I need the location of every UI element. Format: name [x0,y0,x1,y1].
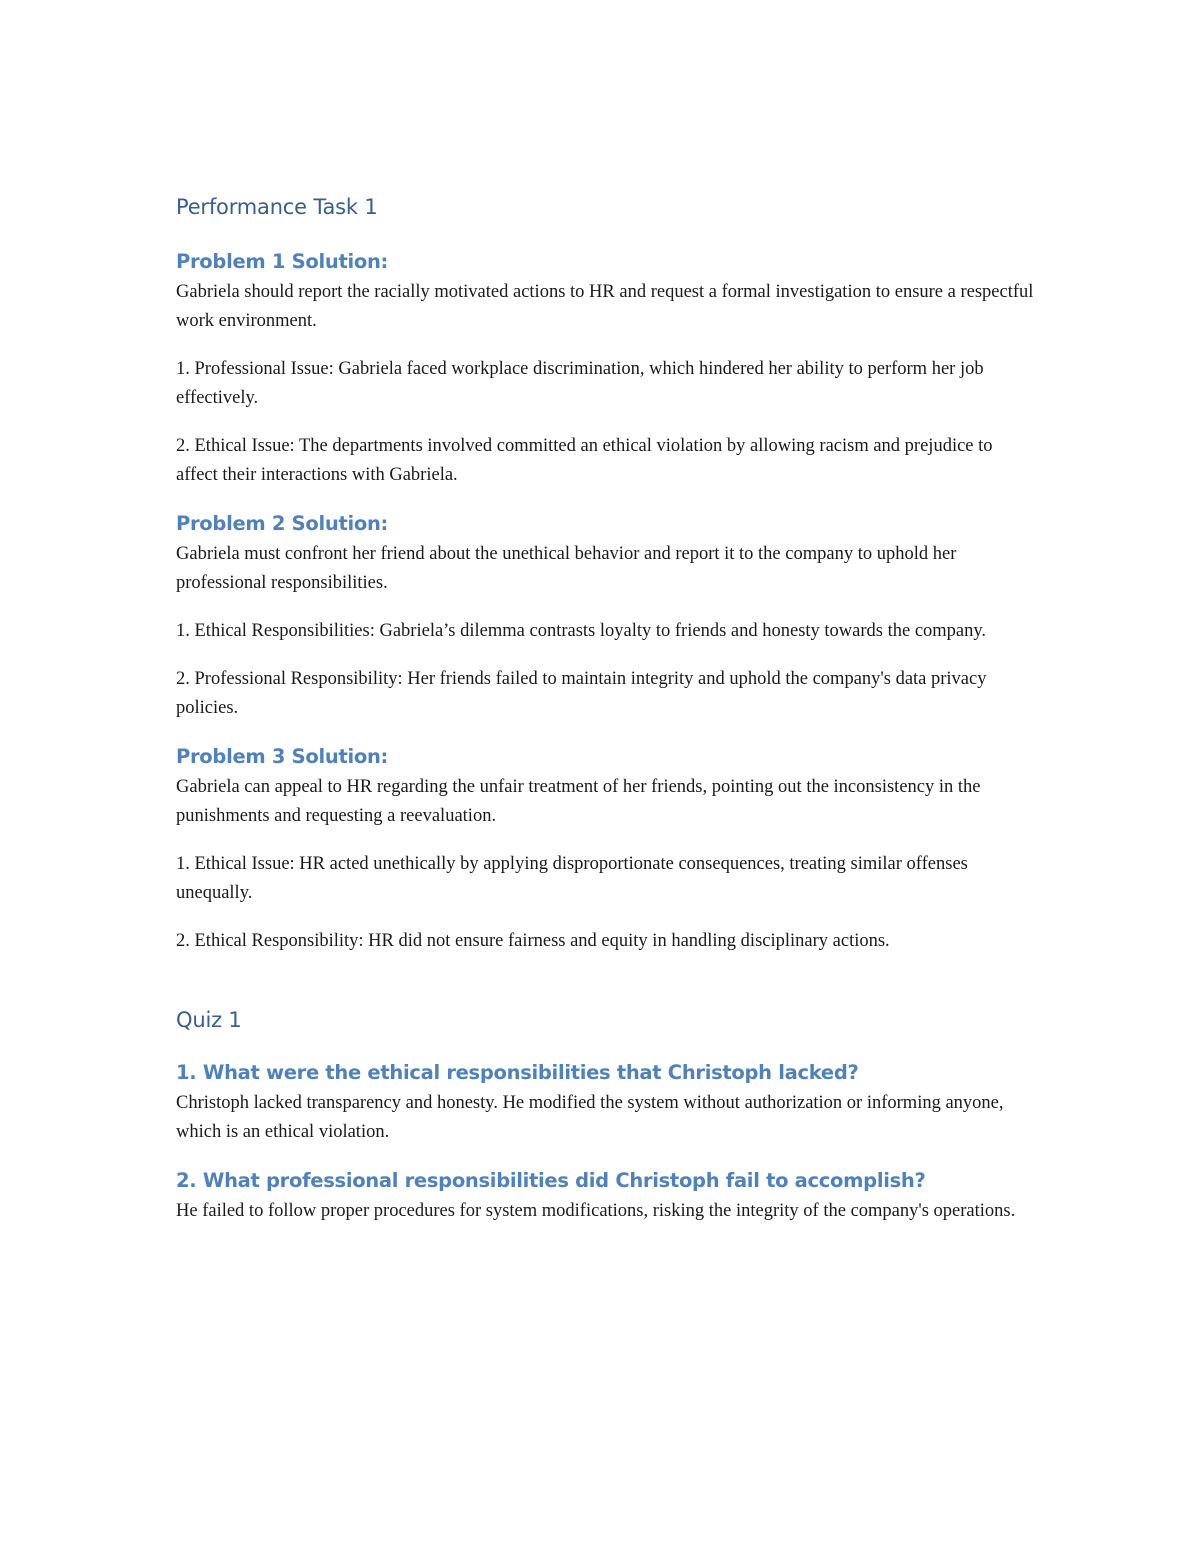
problem-3-item-2: 2. Ethical Responsibility: HR did not ensure fairness and equity in handling disciplinary actions. [176,931,890,951]
problem-2-intro: Gabriela must confront her friend about the unethical behavior and report it to the company to uphold her professional responsibilities. [176,544,957,593]
problem-3-heading: Problem 3 Solution: [176,745,389,768]
quiz-answer-1: Christoph lacked transparency and honesty. He modified the system without authorization or informing anyone, which is an ethical violation. [176,1093,1004,1142]
quiz-answer-2: He failed to follow proper procedures for system modifications, risking the integrity of the company's operations. [176,1201,1016,1221]
problem-1-intro: Gabriela should report the racially motivated actions to HR and request a formal investigation to ensure a respectful work environment. [176,282,1034,331]
quiz-title: Quiz 1 [176,1008,242,1032]
problem-3-intro: Gabriela can appeal to HR regarding the unfair treatment of her friends, pointing out the inconsistency in the punishments and requesting a reevaluation. [176,777,981,826]
problem-2-item-2: 2. Professional Responsibility: Her friends failed to maintain integrity and uphold the company's data privacy policies. [176,669,987,718]
quiz-question-1: 1. What were the ethical responsibilities that Christoph lacked? [176,1061,859,1084]
quiz-question-2: 2. What professional responsibilities did Christoph fail to accomplish? [176,1169,926,1192]
problem-2-heading: Problem 2 Solution: [176,512,389,535]
document-body [176,190,1036,1226]
problem-1-item-1: 1. Professional Issue: Gabriela faced workplace discrimination, which hindered her ability to perform her job effectively. [176,359,984,408]
problem-2-item-1: 1. Ethical Responsibilities: Gabriela’s dilemma contrasts loyalty to friends and honesty towards the company. [176,621,987,641]
performance-task-title: Performance Task 1 [176,195,378,219]
problem-1-heading: Problem 1 Solution: [176,250,389,273]
problem-1-item-2: 2. Ethical Issue: The departments involved committed an ethical violation by allowing racism and prejudice to affect their interactions with Gabriela. [176,436,993,485]
problem-3-item-1: 1. Ethical Issue: HR acted unethically by applying disproportionate consequences, treating similar offenses unequally. [176,854,968,903]
